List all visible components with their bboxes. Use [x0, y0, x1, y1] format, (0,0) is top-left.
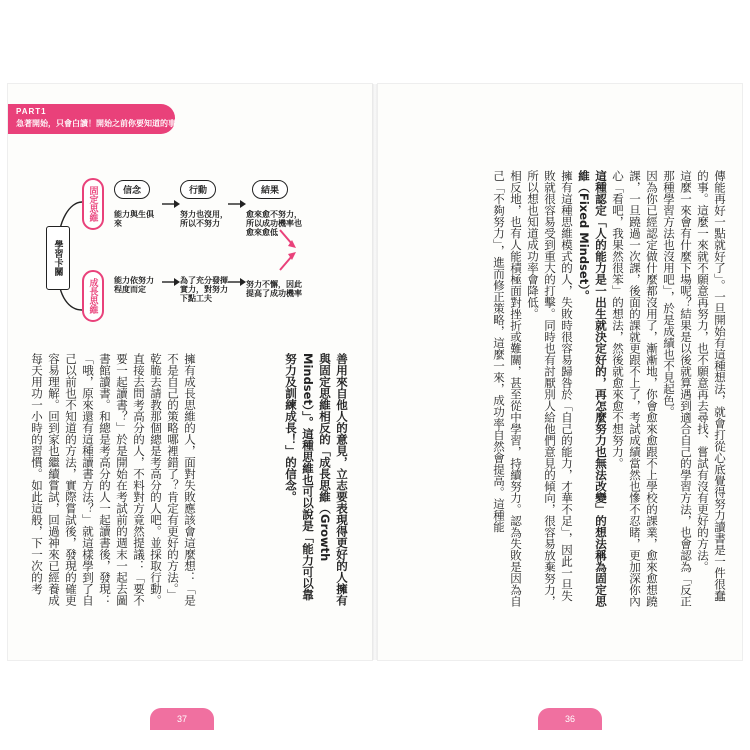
part-label: PART1 [16, 107, 47, 116]
fixed-mindset-tag: 固定思維 [82, 178, 104, 230]
right-page-text [410, 170, 728, 610]
part-header-tab [8, 104, 175, 134]
growth-action: 為了充分發揮實力，對努力下點工夫 [180, 276, 228, 304]
page-number-left: 37 [150, 708, 214, 730]
column-header-result: 結果 [252, 180, 288, 199]
left-bold-quote: 善用來自他人的意見，立志要表現得更好的人擁有與固定思維相反的「成長思維（Growth Mindset）」。這種思維也可以說是「能力可以靠努力及訓練成長！」的信念。 [284, 353, 349, 606]
right-para-1: 傳能再好一點就好了」。一旦開始有這種想法，就會打從心底覺得努力讀書是一件很蠢的事。這麼一來就不願意再努力，也不願意再去尋找、嘗試有沒有更好的方法。 [696, 170, 727, 602]
growth-result: 努力不懈，因此提高了成功機率 [246, 280, 302, 299]
right-para-2: 這麼一來會有什麼下場呢？結果是以後就算遇到適合自己的學習方法，也會認為「反正那種學習方法也沒用吧」，於是成績也不見起色。 [662, 170, 693, 607]
part-subtitle: 急著開始，只會白讀！開始之前你要知道的事 [16, 119, 176, 128]
column-header-belief: 信念 [114, 180, 150, 199]
page-number-right: 36 [538, 708, 602, 730]
right-para-4-bold: 這種認定「人的能力是一出生就決定好的，再怎麼努力也無法改變」的想法稱為固定思維（Fixed Mindset）。 [577, 170, 608, 607]
column-header-action: 行動 [180, 180, 216, 199]
fixed-action: 努力也沒用，所以不努力 [180, 210, 228, 229]
mindset-diagram [30, 170, 330, 345]
right-para-6: 相反地，也有人能積極面對挫折或難關，甚至從中學習，持續努力。認為失敗是因為自己「不夠努力」，進而修正策略，這麼一來，成功率自然會提高。這種能 [492, 170, 523, 607]
center-card: 學習卡關 [46, 226, 70, 290]
fixed-result: 愈來愈不努力，所以成功機率也愈來愈低 [246, 210, 302, 238]
left-body-text: 擁有成長思維的人，面對失敗應該會這麼想：「是不是自己的策略哪裡錯了？肯定有更好的方法。」乾脆去請教那個總是考高分的人吧。並採取行動。直接去問考高分的人，不料對方竟然提議：「要不要一起讀書？」於是開始在考試前的週末一起去圖書館讀書。和總是考高分的人一起讀書後，發現：「哦，原來還有這種讀書方法？」就這樣學到了自己以前也不知道的方法，實際嘗試後，發現的確更容易理解。回到家也繼續嘗試，回過神來已經養成每天用功一小時的習慣。如此這般，下一次的考 [30, 353, 197, 606]
growth-belief: 能力依努力程度而定 [114, 276, 154, 295]
growth-mindset-tag: 成長思維 [82, 270, 104, 322]
right-para-5: 擁有這種思維模式的人，失敗時很容易歸咎於「自己的能力，才華不足」，因此一旦失敗就很容易受到重大的打擊。同時也有討厭別人給他們意見的傾向，很容易放棄努力，所以想也知道成功率會降低。 [526, 170, 574, 607]
fixed-belief: 能力與生俱來 [114, 210, 154, 229]
right-para-3: 因為你已經認定做什麼都沒用了，漸漸地，你會愈來愈跟不上學校的課業，愈來愈想蹺課，一旦蹺過一次課，後面的課就更跟不上了，考試成績當然也慘不忍睹，更加深你內心「看吧，我果然很笨」的想法，然後就愈來愈不想努力。 [611, 170, 659, 607]
